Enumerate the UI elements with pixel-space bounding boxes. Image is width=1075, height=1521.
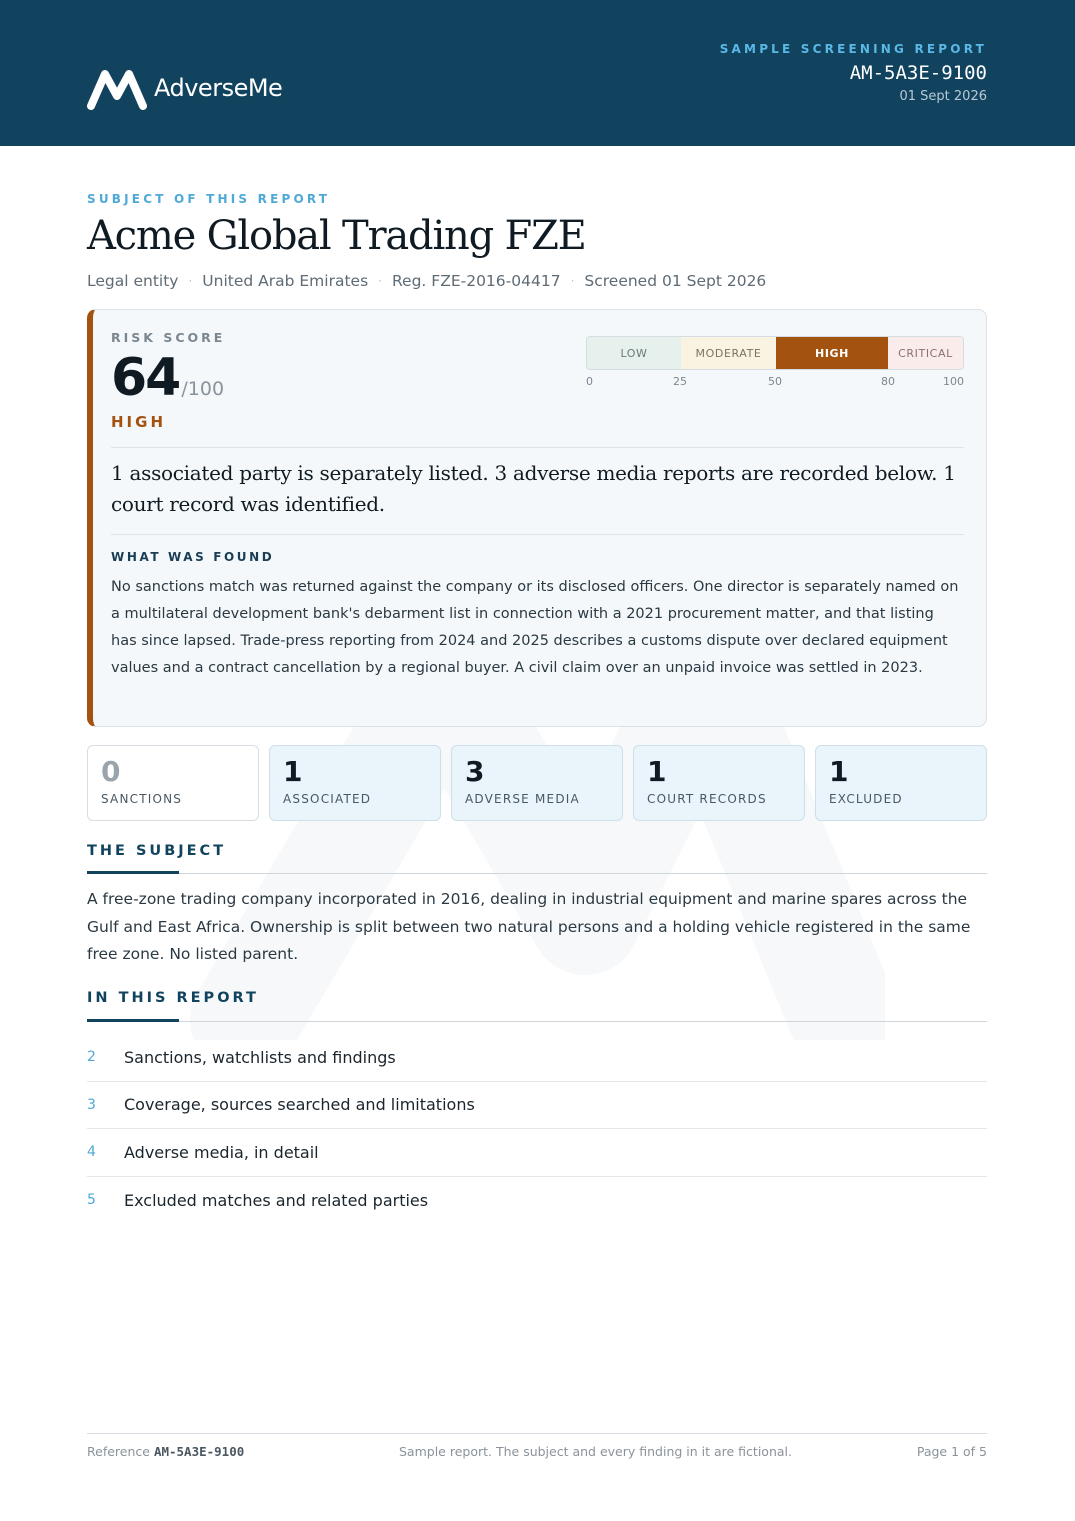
- risk-scale-tick: 100: [943, 375, 964, 388]
- risk-scale-critical: CRITICAL: [888, 337, 963, 369]
- risk-scale-moderate: MODERATE: [681, 337, 776, 369]
- meta-separator: ·: [378, 274, 382, 288]
- section-accent: [87, 871, 179, 874]
- subject-kicker: SUBJECT OF THIS REPORT: [87, 192, 331, 206]
- meta-country: United Arab Emirates: [202, 272, 369, 290]
- risk-score-value: 64: [111, 348, 180, 408]
- risk-score: [111, 348, 224, 408]
- table-of-contents: [87, 1034, 987, 1224]
- toc-item-number: 3: [87, 1096, 96, 1113]
- brand-name: AdverseMe: [154, 74, 283, 102]
- footer-reference: [87, 1444, 244, 1459]
- stat-value: 1: [647, 755, 667, 788]
- section-rule: [87, 1021, 987, 1022]
- meta-separator: ·: [188, 274, 193, 288]
- risk-score-label: RISK SCORE: [111, 330, 226, 345]
- footer-page-number: Page 1 of 5: [916, 1444, 987, 1459]
- stat-label: ASSOCIATED: [283, 792, 372, 806]
- stat-label: EXCLUDED: [829, 792, 903, 806]
- risk-score-max: /100: [181, 378, 225, 400]
- footer-rule: [87, 1433, 987, 1434]
- meta-registration: Reg. FZE-2016-04417: [391, 272, 561, 290]
- toc-item[interactable]: [87, 1177, 987, 1225]
- section-heading-subject: THE SUBJECT: [87, 843, 227, 859]
- stats-row: [87, 745, 987, 821]
- toc-item[interactable]: [87, 1129, 987, 1177]
- toc-item[interactable]: [87, 1034, 987, 1082]
- section-rule: [87, 873, 987, 874]
- risk-score-card: [87, 309, 987, 727]
- toc-item-title: Sanctions, watchlists and findings: [124, 1047, 396, 1067]
- toc-item-number: 4: [87, 1144, 96, 1161]
- report-reference: AM-5A3E-9100: [849, 62, 987, 84]
- risk-scale-bar: [586, 336, 964, 370]
- findings-label: WHAT WAS FOUND: [111, 550, 275, 564]
- report-meta-block: [720, 42, 987, 104]
- subject-name: Acme Global Trading FZE: [87, 213, 586, 259]
- stat-sanctions: [87, 745, 259, 821]
- risk-summary: 1 associated party is separately listed. 3 adverse media reports are recorded below. 1 court record was identified.: [111, 461, 956, 516]
- subject-meta: [87, 272, 766, 290]
- stat-label: SANCTIONS: [101, 792, 183, 806]
- toc-item-number: 2: [87, 1049, 96, 1066]
- stat-value: 1: [283, 755, 303, 788]
- stat-value: 1: [829, 755, 849, 788]
- risk-scale-high: HIGH: [776, 337, 888, 369]
- risk-scale-tick: 80: [881, 375, 895, 388]
- risk-scale-low: LOW: [587, 337, 681, 369]
- stat-label: ADVERSE MEDIA: [465, 792, 580, 806]
- stat-label: COURT RECORDS: [647, 792, 767, 806]
- findings-text: No sanctions match was returned against the company or its disclosed officers. One director is separately named on a multilateral development bank's debarment list in connection with a 2021 procurement matter, and that listing has since lapsed. Trade-press reporting from 2024 and 2025 describes a customs dispute over declared equipment values and a contract cancellation by a regional buyer. A civil claim over an unpaid invoice was settled in 2023.: [111, 579, 959, 676]
- risk-level: HIGH: [111, 413, 167, 431]
- stat-value: 3: [465, 755, 485, 788]
- toc-item-title: Coverage, sources searched and limitations: [124, 1095, 475, 1115]
- risk-scale-tick: 0: [586, 375, 593, 388]
- toc-item-title: Excluded matches and related parties: [124, 1190, 429, 1210]
- footer-reference-label: Reference: [87, 1444, 150, 1459]
- risk-scale-tick: 25: [673, 375, 687, 388]
- report-header: [0, 0, 1075, 146]
- card-divider: [111, 447, 964, 448]
- toc-item-number: 5: [87, 1192, 96, 1209]
- brand-logo: [87, 66, 282, 110]
- risk-scale-tick: 50: [768, 375, 782, 388]
- footer-disclaimer: Sample report. The subject and every finding in it are fictional.: [399, 1444, 792, 1459]
- meta-entity-type: Legal entity: [87, 272, 179, 290]
- card-divider: [111, 534, 964, 535]
- report-date: 01 Sept 2026: [899, 89, 987, 104]
- stat-value: 0: [101, 755, 121, 788]
- footer-reference-value: AM-5A3E-9100: [153, 1444, 245, 1459]
- risk-scale-ticks: [586, 375, 964, 389]
- report-kicker: SAMPLE SCREENING REPORT: [719, 42, 987, 56]
- meta-screened-date: Screened 01 Sept 2026: [584, 272, 767, 290]
- toc-item-title: Adverse media, in detail: [124, 1142, 319, 1162]
- subject-description: A free-zone trading company incorporated in 2016, dealing in industrial equipment and marine spares across the Gulf and East Africa. Ownership is split between two natural persons and a holding vehicle registered in the same free zone. No listed parent.: [87, 890, 971, 963]
- stat-excluded: [815, 745, 987, 821]
- toc-item[interactable]: [87, 1082, 987, 1130]
- section-heading-contents: IN THIS REPORT: [87, 990, 259, 1006]
- section-accent: [87, 1019, 179, 1022]
- stat-court-records: [633, 745, 805, 821]
- stat-associated: [269, 745, 441, 821]
- meta-separator: ·: [570, 274, 575, 288]
- adverseme-logo-icon: [87, 66, 147, 110]
- stat-adverse-media: [451, 745, 623, 821]
